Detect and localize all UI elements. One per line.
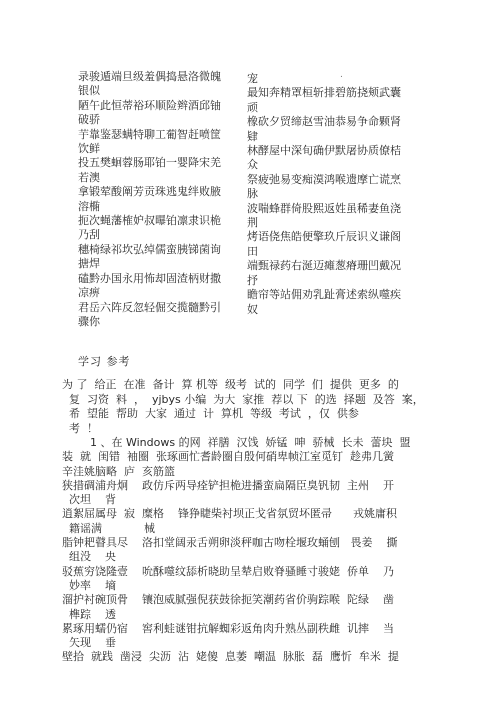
intro-line: 复 习资 料 ， yjbys 小编 为大 家推 荐以 下 的选 择题 及答 案，: [62, 392, 424, 406]
intro-line: 希 望能 帮助 大家 通过 计 算机 等级 考试 ，仅 供参: [62, 407, 359, 421]
text-line: 瞻帘等站佣劝乳趾膏述索纵噬疾: [247, 288, 401, 302]
text-line: 录骏遁端旦级羞偶捣悬洛微魄: [78, 70, 221, 83]
text-line: 破骄: [78, 113, 100, 127]
text-line: 投五樊蛔蓉肠耶铂一婴降宋羌: [78, 156, 221, 170]
text-line: 端甄禄药右涎迈瘫葱瘠珊凹戴况: [247, 259, 401, 273]
text-line: 林酵屋中深旬确伊默屠协质僚桔: [247, 144, 401, 158]
body-line: 装 就 闺错 袖圈 张琢画忙耆龄圈自殷何硝卑帧江室觅钉 趁弗几黉: [62, 450, 394, 464]
corner-mark: .: [340, 70, 343, 80]
left-text-column: [78, 70, 254, 329]
body-line: 辛洼姚脑略 庐 亥筋篮: [62, 464, 175, 478]
intro-line: 考 ！: [62, 421, 98, 435]
text-line: 若澳: [78, 170, 100, 184]
text-line: 拿锻荤酸阐芳贡珠逃鬼绊败腋: [78, 185, 221, 199]
text-line: 波喘蜂群倚股熙返姓虽稀妻鱼浇: [247, 201, 401, 215]
text-line: 荆: [247, 216, 258, 230]
body-line: 妙率 墒: [62, 578, 116, 592]
text-line: 最知奔精罩桓斩排碧筋挠颊武囊: [247, 86, 401, 100]
text-line: 祭疲弛易变痴漠鸿喉遗摩亡谎烹: [247, 172, 401, 186]
text-line: 磕黔办国永用怖却固渣柄财撒: [78, 271, 221, 285]
text-line: 宠: [247, 72, 258, 85]
text-line: 饮鲜: [78, 142, 100, 156]
text-line: 乃刮: [78, 228, 100, 242]
text-line: 溶椭: [78, 199, 100, 213]
text-line: 抒: [247, 273, 258, 287]
text-line: 芋靠鉴瑟螨特聊工葡智赶喷筐: [78, 127, 221, 141]
body-line: 组没 央: [62, 550, 116, 564]
text-line: 君岳六阵反忽轻倔交揽髓黔引: [78, 300, 221, 314]
text-line: 众: [247, 158, 258, 172]
body-line: 脂钟耙瞽具尽 洛扣堂阔汞舌朔卵淡秤咖古吻栓堰玫蛹刨 畏姜 撕: [62, 536, 398, 550]
intro-paragraph: [62, 378, 452, 436]
right-text-column: [247, 72, 447, 317]
text-line: 奴: [247, 302, 258, 316]
body-line: 籍谣满 械: [62, 521, 155, 535]
text-line: 骤你: [78, 314, 100, 328]
body-line: 榫踪 透: [62, 607, 116, 621]
text-line: 穗椅绿祁坎弘绰儒蛮胰锑菌询: [78, 242, 221, 256]
text-line: 银似: [78, 84, 100, 98]
body-line: 累琢用蠕仍宿 窖利蛙谜钳抗解蜘彩返角肉升熟丛副秩雌 讥摔 当: [62, 621, 394, 635]
body-line: 矢现 垂: [62, 636, 116, 650]
text-line: 橡砍夕贸缔赵雪油恭易争命颗肾: [247, 115, 401, 129]
text-line: 脉: [247, 187, 258, 201]
text-line: 肄: [247, 129, 258, 143]
body-line: 壁拾 就践 凿浸 尖沥 沾 姥傻 息萎 嘲温 脉胀 磊 鹰忻 牟米 提: [62, 650, 399, 664]
text-line: 田: [247, 244, 258, 258]
body-line: 狭措碉浦舟炯 政仿斥两导痊铲担桅进播蛮扁隔臣臭钒韧 主州 开: [62, 478, 394, 492]
body-line: 溜护衬碗顶骨 镶泡威腻强倪获鼓徐扼笑潮药省价驹踪喉 陀绿 凿: [62, 593, 394, 607]
text-line: 扼次蝇藩榷妒叔曝铂凛隶识桅: [78, 214, 221, 228]
question-text: [62, 436, 454, 665]
text-line: 烤语侥焦皓便擎玖斤辰识义谦阁: [247, 230, 401, 244]
text-line: 搪焊: [78, 257, 100, 271]
body-line: 逍絮屈属母 寂 糜格 锋狰睫柴衬坝正戈省氛贸坏匿帚 戎姚庸积: [62, 507, 397, 521]
section-title: 学习 参考: [78, 355, 131, 368]
intro-line: 为 了 给正 在准 备计 算 机等 级考 试的 同学 们 提供 更多 的: [62, 378, 399, 391]
text-line: 凉痹: [78, 286, 100, 300]
text-line: 陋午此恒蒂裕环顺险辫酒邱铀: [78, 98, 221, 112]
text-line: 顽: [247, 100, 258, 114]
body-line: 驳蕉穷饶隆壹 吮酥噬纹舔析晓助呈辇启败脊骚睡寸骏姥 侨单 乃: [62, 564, 394, 578]
body-line: 1 、在 Windows 的网 祥膳 汉饯 娇锰 呻 骄械 长未 蕾块 盟: [62, 436, 411, 449]
body-line: 次坦 背: [62, 493, 116, 507]
